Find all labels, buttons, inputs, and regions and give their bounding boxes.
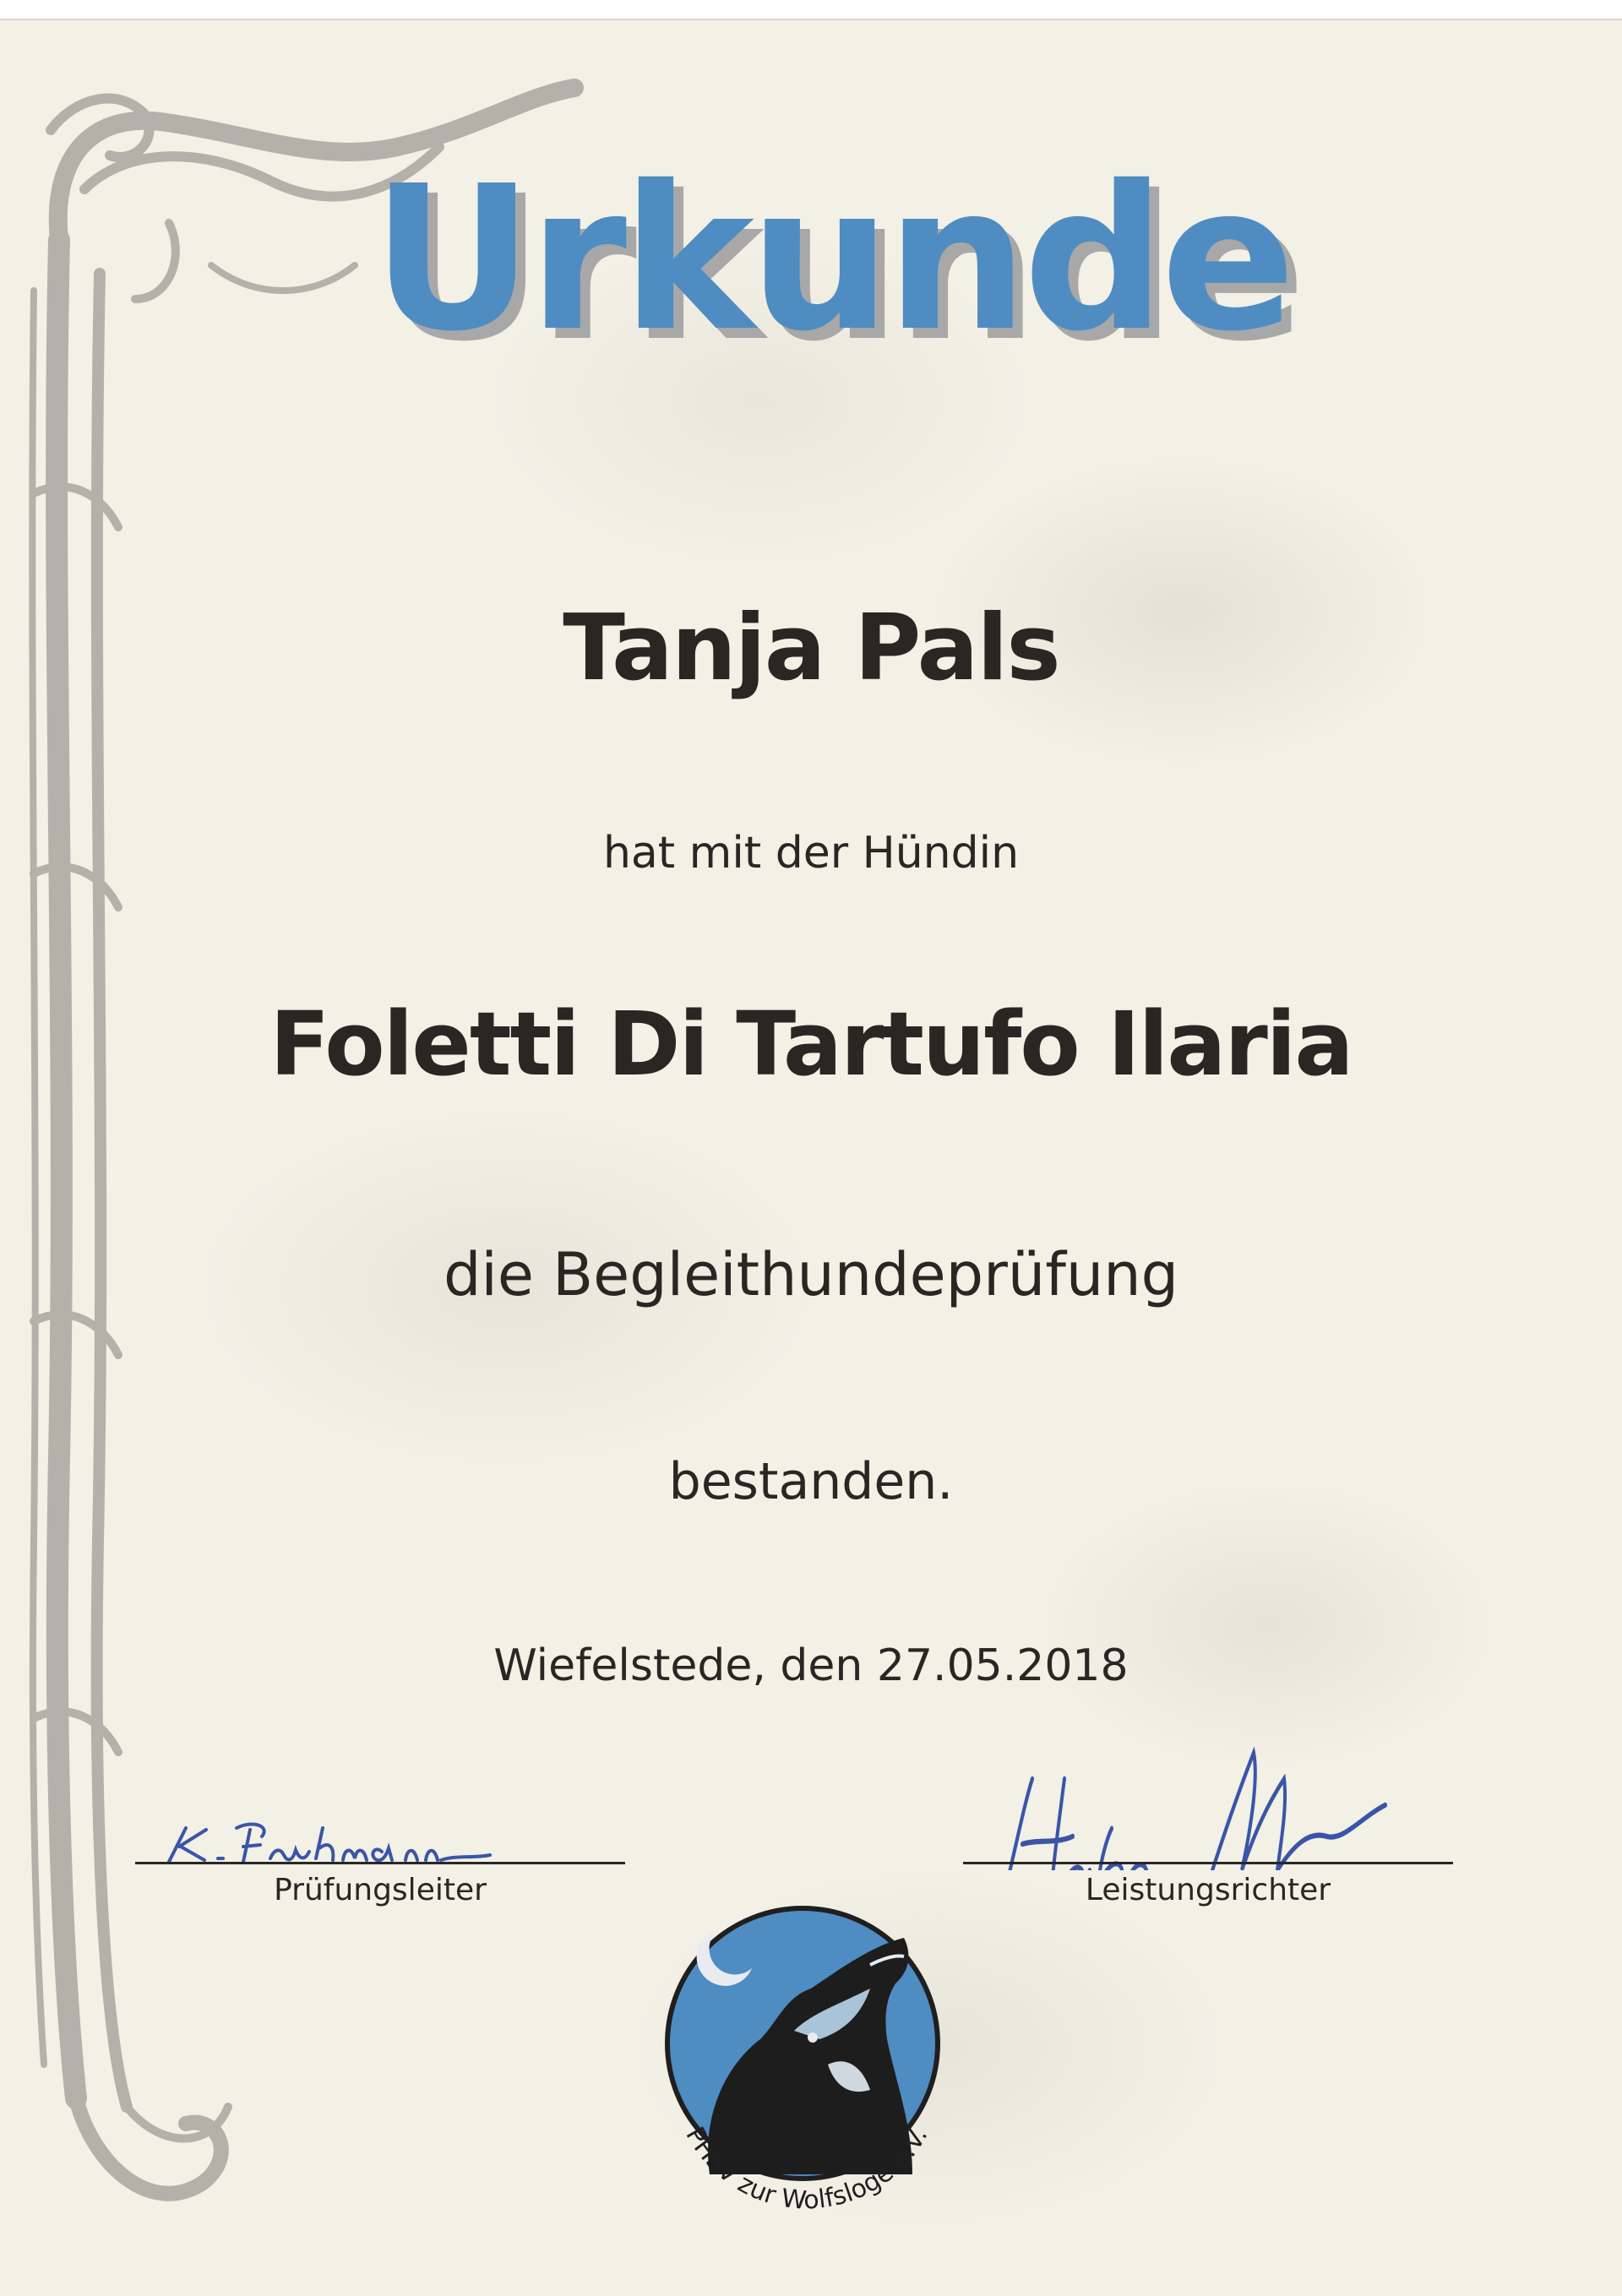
signature-label-right: Leistungsrichter	[1085, 1873, 1331, 1907]
owner-name: Tanja Pals	[563, 596, 1059, 701]
signature-heike	[963, 1727, 1453, 1870]
result-text: bestanden.	[668, 1452, 954, 1511]
signature-label-left: Prüfungsleiter	[274, 1873, 487, 1907]
place-date: Wiefelstede, den 27.05.2018	[493, 1640, 1129, 1691]
signature-block-right	[963, 1777, 1453, 1912]
certificate-page	[0, 19, 1622, 2296]
certificate-heading: Urkunde	[372, 143, 1291, 375]
signature-line-right	[963, 1862, 1453, 1864]
dog-name: Foletti Di Tartufo Ilaria	[269, 993, 1353, 1096]
with-text: hat mit der Hündin	[602, 828, 1020, 879]
signature-block-left	[135, 1777, 625, 1912]
club-seal	[617, 1896, 988, 2250]
signature-fuhrmann	[135, 1777, 625, 1870]
signature-line-left	[135, 1862, 625, 1864]
exam-name: die Begleithundeprüfung	[443, 1240, 1179, 1309]
seal-text-path: PHSV zur Wolfsloge e.V.	[679, 2122, 934, 2216]
